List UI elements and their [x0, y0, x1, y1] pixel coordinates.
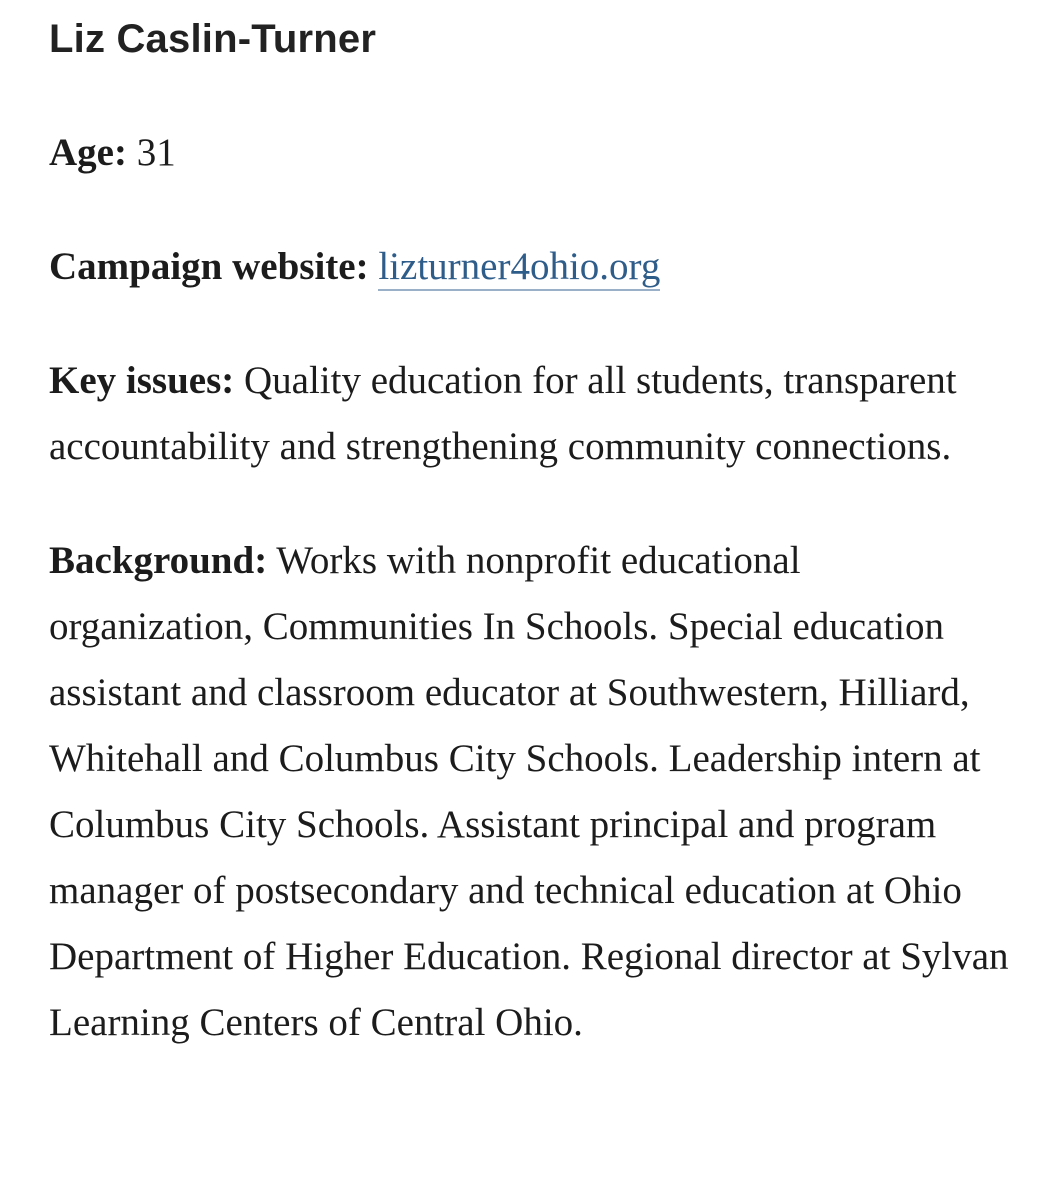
key-issues-text: Quality education for all students, transparent accountability and strengthening community connections. [49, 359, 957, 468]
background-text: Works with nonprofit educational organization, Communities In Schools. Special education assistant and classroom educator at Southwestern, Hilliard, Whitehall and Columbus City Schools. Leadership intern at Columbus City Schools. Assistant principal and program manager of postsecondary and technical education at Ohio Department of Higher Education. Regional director at Sylvan Learning Centers of Central Ohio. [49, 539, 1009, 1044]
website-field [49, 234, 1009, 300]
age-field [49, 120, 1009, 186]
background-field [49, 528, 1009, 1056]
age-label: Age: [49, 131, 127, 174]
candidate-profile [49, 0, 1009, 1056]
key-issues-field [49, 348, 1009, 480]
campaign-website-link[interactable]: lizturner4ohio.org [378, 245, 660, 291]
website-label: Campaign website: [49, 245, 369, 288]
candidate-name: Liz Caslin-Turner [49, 17, 377, 61]
age-value: 31 [136, 131, 176, 174]
background-label: Background: [49, 539, 268, 582]
key-issues-label: Key issues: [49, 359, 235, 402]
